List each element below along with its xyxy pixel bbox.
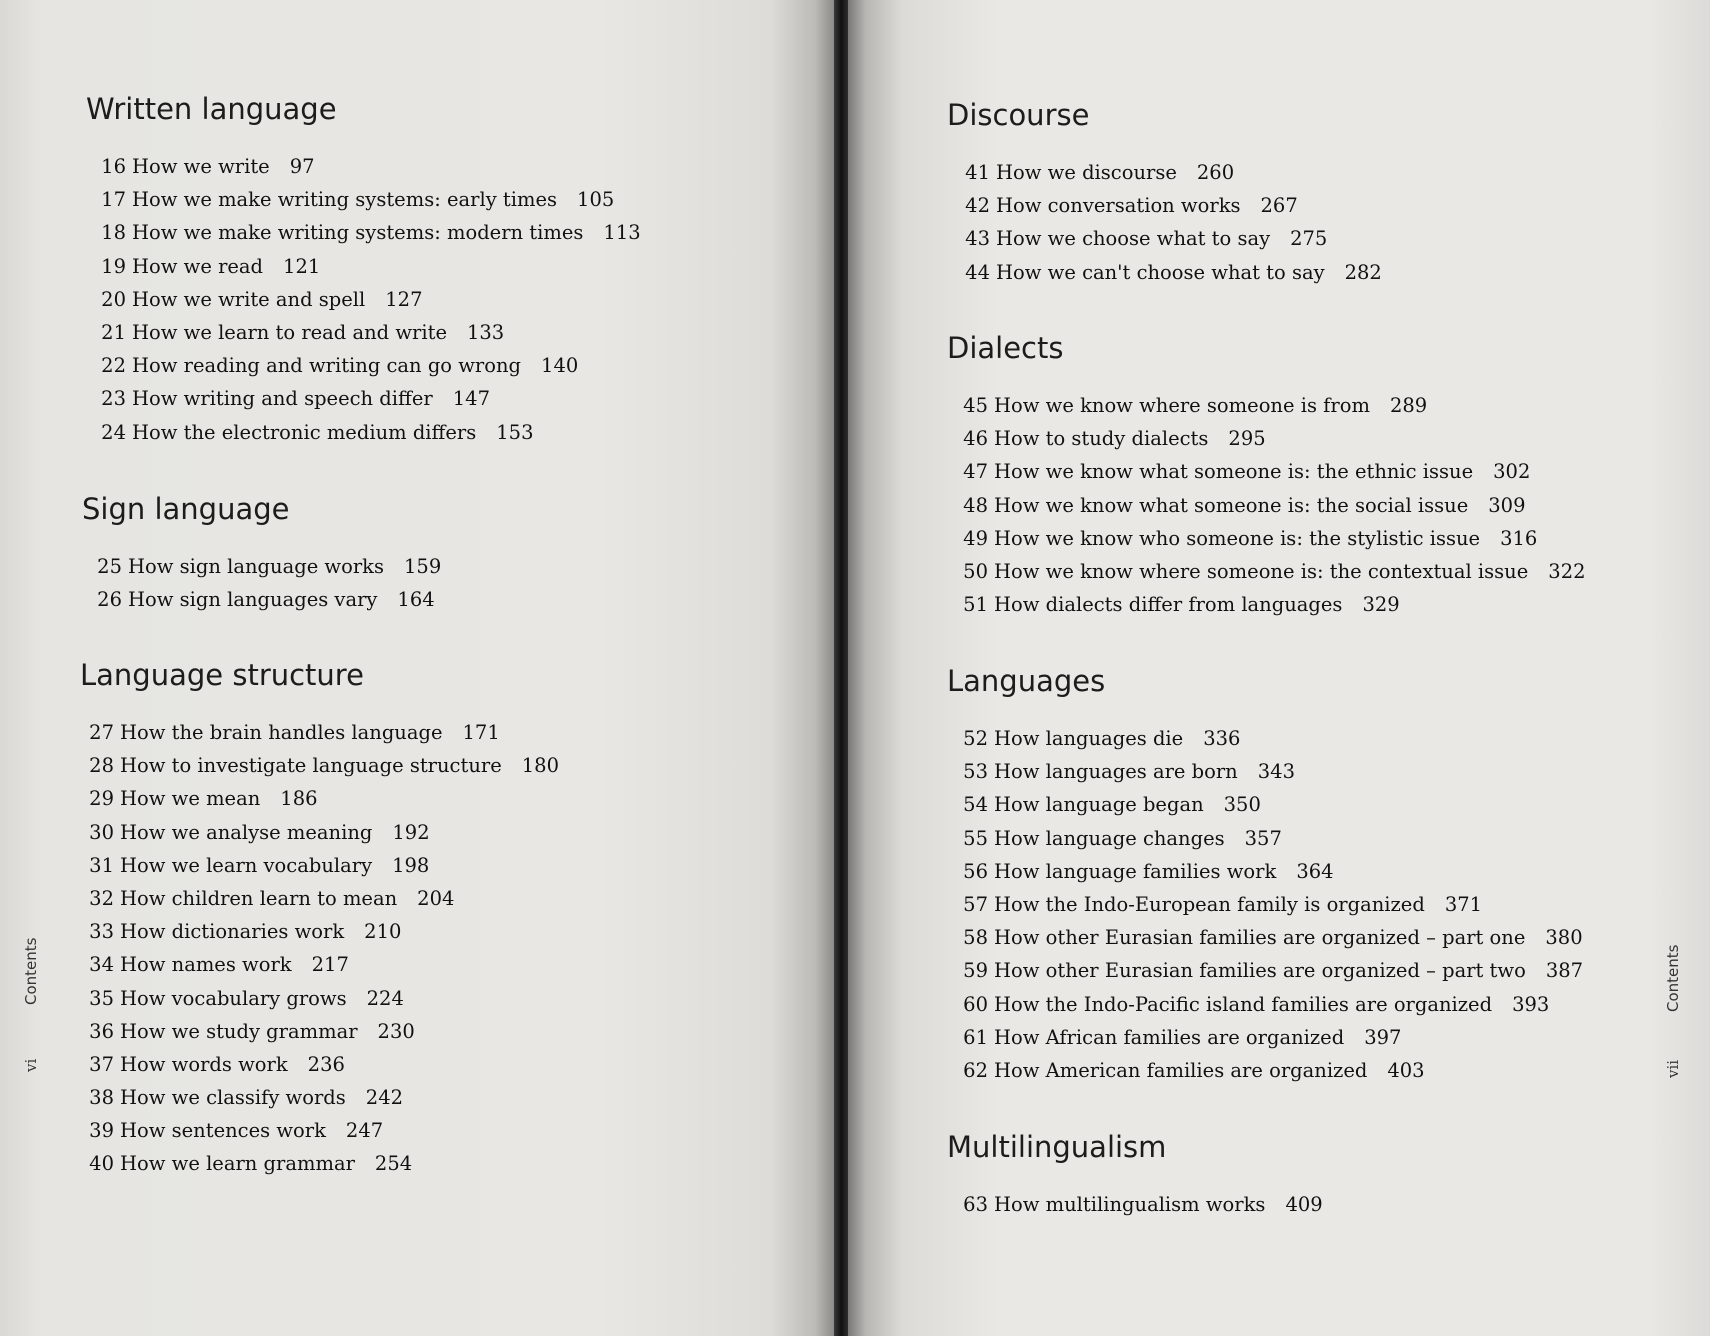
toc-entry <box>960 189 1382 222</box>
page-number: 267 <box>1260 194 1298 218</box>
chapter-number: 26 <box>97 588 122 612</box>
chapter-title: How we know where someone is: the contextual issue <box>994 559 1529 583</box>
chapter-number: 38 <box>89 1086 114 1110</box>
chapter-title: How to study dialects <box>994 427 1209 451</box>
toc-entry <box>958 788 1583 821</box>
page-number: 403 <box>1387 1058 1425 1082</box>
section-entries <box>92 550 441 616</box>
page-number: 357 <box>1244 826 1282 850</box>
chapter-number: 56 <box>963 859 988 883</box>
toc-entry <box>960 156 1382 189</box>
toc-entry <box>96 250 641 283</box>
page-number: 309 <box>1488 493 1526 517</box>
toc-entry <box>96 150 641 183</box>
page-number: 343 <box>1257 760 1295 784</box>
page-number: 180 <box>521 754 559 778</box>
toc-entry <box>960 222 1382 255</box>
chapter-number: 61 <box>963 1025 988 1049</box>
chapter-title: How we write and spell <box>132 287 366 311</box>
chapter-title: How we classify words <box>120 1086 346 1110</box>
page-number: 247 <box>345 1119 384 1143</box>
chapter-number: 31 <box>89 853 114 877</box>
running-head-left: Contents <box>22 937 40 1005</box>
chapter-title: How sentences work <box>120 1119 326 1143</box>
chapter-title: How languages are born <box>994 760 1238 784</box>
chapter-number: 47 <box>963 460 988 484</box>
toc-entry <box>958 1021 1583 1054</box>
toc-entry <box>96 416 641 449</box>
toc-entry <box>958 522 1586 555</box>
page-number: 133 <box>466 320 505 344</box>
page-number: 224 <box>366 986 404 1010</box>
page-number: 364 <box>1296 859 1334 883</box>
chapter-number: 53 <box>963 760 988 784</box>
page-number: 198 <box>392 853 430 877</box>
page-number: 282 <box>1344 260 1382 284</box>
chapter-title: How language began <box>994 793 1204 817</box>
page-number: 350 <box>1223 793 1261 817</box>
page-number: 97 <box>289 155 315 178</box>
toc-entry <box>84 849 559 882</box>
chapter-number: 44 <box>965 260 990 284</box>
toc-entry <box>84 1048 559 1081</box>
gutter <box>834 0 848 1336</box>
chapter-number: 34 <box>89 953 114 977</box>
page-number: 127 <box>385 287 423 311</box>
chapter-title: How the electronic medium differs <box>132 420 477 444</box>
page-number: 295 <box>1228 427 1266 451</box>
toc-entry <box>958 1188 1323 1221</box>
chapter-number: 62 <box>963 1058 988 1082</box>
chapter-title: How American families are organized <box>994 1058 1368 1082</box>
toc-entry <box>958 389 1586 422</box>
chapter-title: How writing and speech differ <box>132 387 433 411</box>
toc-entry <box>958 455 1586 488</box>
chapter-title: How names work <box>120 953 292 977</box>
chapter-title: How the Indo-Pacific island families are organized <box>994 992 1493 1016</box>
toc-entry <box>84 1015 559 1048</box>
toc-entry <box>84 882 559 915</box>
section-entries <box>96 150 641 449</box>
toc-entry <box>96 183 641 216</box>
section-entries <box>958 722 1583 1087</box>
toc-entry <box>958 722 1583 755</box>
chapter-number: 59 <box>963 959 988 983</box>
chapter-title: How the Indo-European family is organized <box>994 892 1425 916</box>
chapter-number: 57 <box>963 892 988 916</box>
chapter-number: 54 <box>963 793 988 817</box>
chapter-number: 37 <box>89 1052 114 1076</box>
toc-entry <box>96 349 641 382</box>
page-number: 387 <box>1545 959 1584 983</box>
chapter-title: How children learn to mean <box>120 886 398 910</box>
chapter-number: 43 <box>965 227 990 251</box>
chapter-title: How we know where someone is from <box>994 394 1370 417</box>
section-title: Written language <box>86 92 337 126</box>
chapter-title: How we analyse meaning <box>120 820 373 844</box>
page-number: 242 <box>365 1086 404 1110</box>
toc-entry <box>96 382 641 415</box>
chapter-number: 27 <box>89 721 114 744</box>
chapter-title: How we know who someone is: the stylistic issue <box>994 526 1481 550</box>
page-number: 236 <box>307 1052 345 1076</box>
chapter-number: 46 <box>963 427 988 451</box>
chapter-title: How vocabulary grows <box>120 986 347 1010</box>
chapter-number: 60 <box>963 992 988 1016</box>
page-number: 302 <box>1493 460 1531 484</box>
chapter-title: How we learn grammar <box>120 1152 355 1176</box>
toc-entry <box>84 782 559 815</box>
toc-entry <box>960 256 1382 289</box>
chapter-number: 63 <box>963 1193 988 1216</box>
chapter-title: How we read <box>132 254 264 278</box>
chapter-number: 29 <box>89 787 114 811</box>
chapter-title: How language families work <box>994 859 1277 883</box>
chapter-title: How dialects differ from languages <box>994 593 1343 617</box>
toc-entry <box>958 954 1583 987</box>
page-number: 260 <box>1196 161 1235 184</box>
toc-entry <box>84 749 559 782</box>
chapter-title: How we make writing systems: early times <box>132 188 558 212</box>
chapter-title: How we make writing systems: modern times <box>132 221 584 245</box>
toc-entry <box>84 982 559 1015</box>
toc-entry <box>958 489 1586 522</box>
chapter-title: How we can't choose what to say <box>996 260 1325 284</box>
chapter-number: 18 <box>101 221 126 245</box>
page-number: 121 <box>283 254 321 278</box>
chapter-title: How we learn to read and write <box>132 320 447 344</box>
page-number: 204 <box>417 886 455 910</box>
page-number: 329 <box>1362 593 1400 617</box>
toc-entry <box>84 915 559 948</box>
chapter-title: How other Eurasian families are organized – part one <box>994 926 1526 950</box>
chapter-number: 50 <box>963 559 988 583</box>
page-number: 254 <box>374 1152 413 1176</box>
chapter-title: How conversation works <box>996 194 1241 218</box>
chapter-number: 48 <box>963 493 988 517</box>
chapter-number: 32 <box>89 886 114 910</box>
chapter-number: 36 <box>89 1019 114 1043</box>
toc-entry <box>96 316 641 349</box>
toc-entry <box>84 716 559 749</box>
page-number: 275 <box>1290 227 1328 251</box>
toc-entry <box>958 555 1586 588</box>
chapter-title: How sign languages vary <box>128 588 378 612</box>
section-title: Sign language <box>82 492 290 526</box>
toc-entry <box>958 855 1583 888</box>
toc-entry <box>958 422 1586 455</box>
toc-entry <box>96 283 641 316</box>
toc-entry <box>92 550 441 583</box>
chapter-number: 33 <box>89 920 114 944</box>
page-number: 316 <box>1500 526 1538 550</box>
section-entries <box>958 389 1586 621</box>
chapter-title: How languages die <box>994 727 1184 750</box>
chapter-title: How we write <box>132 155 270 178</box>
page-number: 371 <box>1444 892 1483 916</box>
toc-entry <box>958 822 1583 855</box>
section-entries <box>960 156 1382 289</box>
toc-entry <box>84 816 559 849</box>
chapter-title: How multilingualism works <box>994 1193 1266 1216</box>
chapter-number: 40 <box>89 1152 114 1176</box>
chapter-title: How we study grammar <box>120 1019 358 1043</box>
chapter-title: How we know what someone is: the ethnic issue <box>994 460 1474 484</box>
chapter-title: How words work <box>120 1052 288 1076</box>
chapter-number: 45 <box>963 394 988 417</box>
chapter-title: How sign language works <box>128 555 385 578</box>
chapter-number: 23 <box>101 387 126 411</box>
chapter-number: 22 <box>101 354 126 378</box>
chapter-number: 55 <box>963 826 988 850</box>
toc-entry <box>958 588 1586 621</box>
page-number: 397 <box>1364 1025 1402 1049</box>
chapter-number: 58 <box>963 926 988 950</box>
chapter-title: How other Eurasian families are organized – part two <box>994 959 1526 983</box>
page-number: 186 <box>280 787 318 811</box>
chapter-title: How we mean <box>120 787 261 811</box>
section-title: Dialects <box>947 331 1064 365</box>
toc-entry <box>84 1147 559 1180</box>
chapter-title: How dictionaries work <box>120 920 345 944</box>
page-number: 380 <box>1545 926 1583 950</box>
page-number: 140 <box>541 354 579 378</box>
section-entries <box>958 1188 1323 1221</box>
chapter-title: How to investigate language structure <box>120 754 502 778</box>
page-number: 210 <box>364 920 402 944</box>
section-title: Discourse <box>947 98 1090 132</box>
page-number: 159 <box>404 555 442 578</box>
chapter-number: 30 <box>89 820 114 844</box>
running-head-right: Contents <box>1664 944 1682 1012</box>
page-number: 147 <box>452 387 490 411</box>
page-number: 289 <box>1389 394 1428 417</box>
section-title: Multilingualism <box>947 1130 1167 1164</box>
toc-entry <box>96 216 641 249</box>
chapter-number: 42 <box>965 194 990 218</box>
chapter-number: 19 <box>101 254 126 278</box>
section-title: Language structure <box>80 658 364 692</box>
toc-entry <box>958 755 1583 788</box>
page-number: 171 <box>462 721 500 744</box>
page-number: 153 <box>496 420 534 444</box>
toc-entry <box>958 988 1583 1021</box>
page-number: 217 <box>311 953 349 977</box>
toc-entry <box>84 1114 559 1147</box>
toc-entry <box>84 948 559 981</box>
toc-entry <box>958 921 1583 954</box>
chapter-title: How the brain handles language <box>120 721 443 744</box>
chapter-title: How we know what someone is: the social issue <box>994 493 1469 517</box>
page-number: 409 <box>1285 1193 1323 1216</box>
chapter-number: 20 <box>101 287 126 311</box>
section-entries <box>84 716 559 1181</box>
page-number: 230 <box>377 1019 415 1043</box>
toc-entry <box>92 583 441 616</box>
chapter-number: 52 <box>963 727 988 750</box>
toc-entry <box>84 1081 559 1114</box>
page-number: 322 <box>1548 559 1586 583</box>
chapter-number: 49 <box>963 526 988 550</box>
chapter-title: How African families are organized <box>994 1025 1345 1049</box>
chapter-number: 39 <box>89 1119 114 1143</box>
chapter-number: 28 <box>89 754 114 778</box>
chapter-number: 24 <box>101 420 126 444</box>
chapter-number: 51 <box>963 593 988 617</box>
chapter-number: 25 <box>97 555 122 578</box>
toc-entry <box>958 1054 1583 1087</box>
chapter-number: 16 <box>101 155 126 178</box>
chapter-number: 35 <box>89 986 114 1010</box>
page-number: 164 <box>397 588 435 612</box>
chapter-number: 41 <box>965 161 990 184</box>
section-title: Languages <box>947 664 1106 698</box>
folio-right: vii <box>1664 1059 1682 1078</box>
chapter-number: 17 <box>101 188 126 212</box>
page-number: 192 <box>392 820 430 844</box>
chapter-title: How we discourse <box>996 161 1177 184</box>
chapter-title: How reading and writing can go wrong <box>132 354 522 378</box>
page-number: 113 <box>603 221 641 245</box>
chapter-title: How we choose what to say <box>996 227 1271 251</box>
page-number: 393 <box>1512 992 1550 1016</box>
chapter-title: How language changes <box>994 826 1225 850</box>
folio-left: vi <box>22 1058 40 1072</box>
chapter-title: How we learn vocabulary <box>120 853 373 877</box>
toc-entry <box>958 888 1583 921</box>
chapter-number: 21 <box>101 320 126 344</box>
page-number: 336 <box>1203 727 1241 750</box>
page-number: 105 <box>577 188 615 212</box>
